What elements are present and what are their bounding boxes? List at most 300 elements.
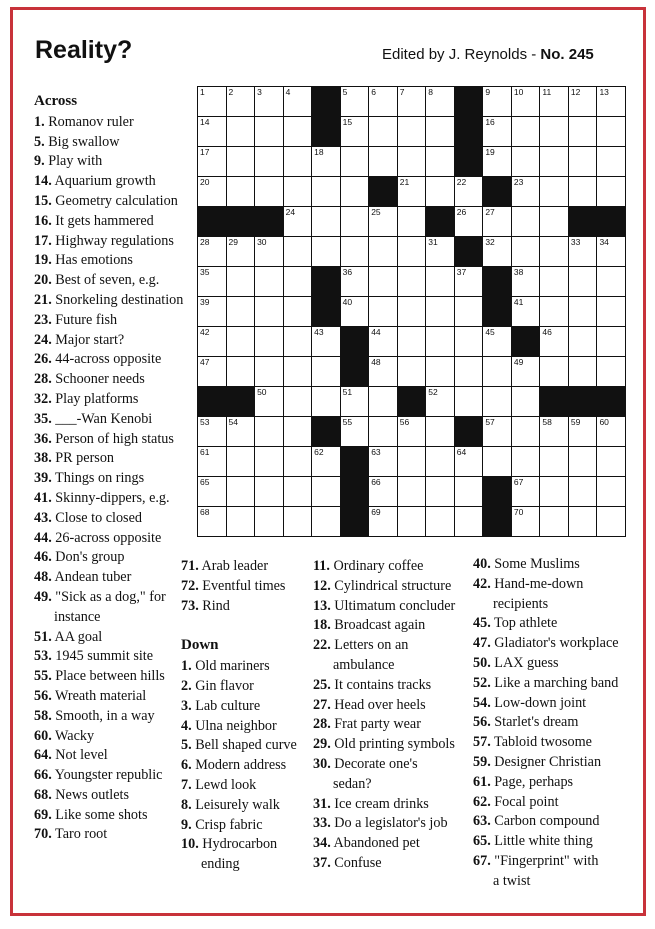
grid-cell[interactable] — [368, 476, 398, 507]
grid-cell[interactable] — [254, 446, 284, 477]
grid-cell[interactable] — [482, 446, 512, 477]
grid-cell[interactable] — [568, 356, 598, 387]
grid-cell[interactable] — [397, 146, 427, 177]
clue-item — [34, 825, 196, 845]
clue-item — [313, 715, 473, 735]
grid-cell[interactable] — [596, 506, 626, 537]
clue-number: 66. — [34, 767, 52, 784]
grid-cell[interactable] — [425, 356, 455, 387]
clue-number: 63. — [473, 813, 491, 830]
clue-number: 40. — [473, 556, 491, 572]
grid-cell[interactable] — [596, 146, 626, 177]
grid-cell[interactable] — [368, 86, 398, 117]
grid-cell[interactable] — [368, 116, 398, 147]
grid-cell[interactable] — [397, 326, 427, 357]
grid-cell[interactable] — [539, 86, 569, 117]
grid-cell[interactable] — [596, 326, 626, 357]
grid-cell[interactable] — [283, 506, 313, 537]
clue-number: 16. — [34, 212, 52, 229]
grid-cell[interactable] — [197, 476, 227, 507]
grid-cell[interactable] — [254, 506, 284, 537]
grid-cell[interactable] — [340, 386, 370, 417]
grid-cell[interactable] — [340, 116, 370, 147]
clue-number: 27. — [313, 696, 331, 713]
grid-cell[interactable] — [596, 116, 626, 147]
cell-number: 47 — [200, 357, 210, 367]
clue-text: Hydrocarbon — [198, 836, 278, 853]
clue-item — [181, 717, 307, 737]
grid-cell[interactable] — [254, 476, 284, 507]
grid-cell[interactable] — [511, 236, 541, 267]
grid-cell[interactable] — [539, 146, 569, 177]
grid-cell[interactable] — [425, 146, 455, 177]
grid-cell[interactable] — [568, 416, 598, 447]
grid-cell[interactable] — [397, 176, 427, 207]
grid-cell[interactable] — [226, 416, 256, 447]
grid-cell[interactable] — [539, 116, 569, 147]
grid-cell[interactable] — [397, 446, 427, 477]
grid-cell[interactable] — [425, 446, 455, 477]
clue-text: Focal point — [490, 793, 559, 810]
grid-cell[interactable] — [425, 86, 455, 117]
grid-cell[interactable] — [340, 146, 370, 177]
clue-text: Head over heels — [330, 696, 426, 713]
clue-number: 67. — [473, 852, 491, 869]
grid-cell[interactable] — [482, 386, 512, 417]
cell-number: 51 — [342, 387, 353, 397]
cell-number: 68 — [200, 507, 210, 517]
grid-cell[interactable] — [397, 266, 427, 297]
clue-number: 44. — [34, 529, 52, 546]
grid-cell[interactable] — [340, 266, 370, 297]
grid-cell[interactable] — [311, 326, 341, 357]
grid-cell[interactable] — [226, 116, 256, 147]
clue-text-continued: a twist — [493, 872, 531, 889]
grid-cell[interactable] — [311, 236, 341, 267]
grid-cell[interactable] — [568, 476, 598, 507]
grid-cell[interactable] — [568, 296, 598, 327]
grid-cell[interactable] — [511, 176, 541, 207]
grid-cell[interactable] — [482, 236, 512, 267]
grid-cell[interactable] — [454, 386, 484, 417]
grid-cell[interactable] — [254, 266, 284, 297]
grid-cell[interactable] — [511, 266, 541, 297]
grid-cell[interactable] — [511, 146, 541, 177]
grid-cell[interactable] — [596, 266, 626, 297]
grid-cell[interactable] — [254, 176, 284, 207]
cell-number: 33 — [570, 237, 581, 247]
clue-text: Not level — [51, 747, 108, 764]
grid-cell[interactable] — [226, 296, 256, 327]
clue-item — [313, 795, 473, 815]
grid-block — [425, 206, 455, 237]
grid-cell[interactable] — [539, 296, 569, 327]
grid-cell[interactable] — [568, 236, 598, 267]
grid-cell[interactable] — [397, 86, 427, 117]
clue-number: 53. — [34, 648, 52, 665]
grid-cell[interactable] — [539, 416, 569, 447]
grid-cell[interactable] — [482, 356, 512, 387]
grid-cell[interactable] — [283, 446, 313, 477]
grid-cell[interactable] — [226, 146, 256, 177]
grid-cell[interactable] — [425, 416, 455, 447]
cell-number: 41 — [513, 297, 524, 307]
clue-item — [313, 676, 473, 696]
grid-cell[interactable] — [368, 416, 398, 447]
grid-cell[interactable] — [283, 86, 313, 117]
grid-cell[interactable] — [254, 86, 284, 117]
grid-cell[interactable] — [539, 206, 569, 237]
grid-cell[interactable] — [368, 236, 398, 267]
down-clues-2 — [313, 557, 473, 874]
grid-cell[interactable] — [226, 356, 256, 387]
clue-number: 35. — [34, 410, 52, 427]
grid-cell[interactable] — [283, 206, 313, 237]
cell-number: 13 — [599, 87, 609, 97]
grid-cell[interactable] — [568, 176, 598, 207]
grid-cell[interactable] — [454, 176, 484, 207]
grid-cell[interactable] — [197, 116, 227, 147]
grid-cell[interactable] — [368, 146, 398, 177]
grid-cell[interactable] — [568, 116, 598, 147]
clue-item — [181, 736, 307, 756]
clue-text: Page, perhaps — [490, 773, 574, 790]
grid-cell[interactable] — [340, 296, 370, 327]
clue-text: Leisurely walk — [191, 796, 280, 813]
grid-block — [454, 116, 484, 147]
grid-cell[interactable] — [511, 356, 541, 387]
grid-cell[interactable] — [425, 236, 455, 267]
clue-number: 60. — [34, 727, 52, 744]
cell-number: 15 — [342, 117, 353, 127]
clue-text: Ordinary coffee — [329, 558, 424, 574]
grid-cell[interactable] — [568, 326, 598, 357]
grid-cell[interactable] — [425, 326, 455, 357]
grid-cell[interactable] — [539, 356, 569, 387]
grid-cell[interactable] — [368, 326, 398, 357]
grid-cell[interactable] — [425, 116, 455, 147]
grid-cell[interactable] — [539, 476, 569, 507]
grid-cell[interactable] — [311, 476, 341, 507]
clue-column-3 — [313, 557, 473, 874]
grid-cell[interactable] — [254, 386, 284, 417]
grid-block — [197, 206, 227, 237]
grid-cell[interactable] — [511, 416, 541, 447]
grid-cell[interactable] — [197, 326, 227, 357]
clue-item — [181, 677, 307, 697]
grid-cell[interactable] — [340, 416, 370, 447]
clue-item — [181, 557, 307, 577]
grid-cell[interactable] — [397, 506, 427, 537]
grid-cell[interactable] — [226, 266, 256, 297]
grid-cell[interactable] — [454, 266, 484, 297]
grid-cell[interactable] — [568, 146, 598, 177]
clue-item — [181, 697, 307, 717]
grid-cell[interactable] — [568, 266, 598, 297]
grid-cell[interactable] — [482, 86, 512, 117]
clue-number: 65. — [473, 833, 491, 850]
grid-cell[interactable] — [539, 236, 569, 267]
clue-text: Snorkeling destination — [51, 291, 184, 308]
cell-number: 57 — [485, 417, 495, 427]
across-clues-continued — [181, 557, 307, 616]
grid-cell[interactable] — [283, 116, 313, 147]
clue-number: 39. — [34, 470, 52, 487]
cell-number: 65 — [200, 477, 210, 487]
clue-number: 3. — [181, 697, 192, 714]
grid-cell[interactable] — [425, 386, 455, 417]
grid-cell[interactable] — [454, 446, 484, 477]
clue-item — [473, 654, 638, 674]
grid-cell[interactable] — [368, 356, 398, 387]
grid-cell[interactable] — [539, 176, 569, 207]
cell-number: 3 — [257, 87, 262, 97]
clue-text: Confuse — [330, 854, 382, 871]
clue-item — [181, 816, 307, 836]
grid-cell[interactable] — [425, 176, 455, 207]
clue-item — [34, 251, 196, 271]
clue-item — [34, 568, 196, 588]
clue-item — [34, 628, 196, 648]
grid-cell[interactable] — [397, 296, 427, 327]
clue-number: 5. — [34, 133, 45, 150]
clue-number: 28. — [313, 716, 331, 733]
grid-block — [482, 476, 512, 507]
clue-text: Some Muslims — [490, 556, 580, 572]
clue-text: Lab culture — [191, 697, 261, 714]
clue-item — [313, 735, 473, 755]
grid-cell[interactable] — [425, 476, 455, 507]
grid-cell[interactable] — [511, 206, 541, 237]
clue-text: 44-across opposite — [51, 351, 162, 368]
grid-cell[interactable] — [311, 146, 341, 177]
clue-text: Place between hills — [51, 668, 165, 685]
grid-cell[interactable] — [283, 236, 313, 267]
grid-cell[interactable] — [482, 326, 512, 357]
grid-block — [254, 206, 284, 237]
grid-cell[interactable] — [226, 176, 256, 207]
clue-item — [181, 657, 307, 677]
down-clues-1 — [181, 657, 307, 875]
grid-cell[interactable] — [596, 476, 626, 507]
clue-text: Top athlete — [490, 615, 558, 632]
grid-cell[interactable] — [368, 206, 398, 237]
grid-cell[interactable] — [311, 386, 341, 417]
grid-cell[interactable] — [368, 446, 398, 477]
grid-cell[interactable] — [454, 506, 484, 537]
clue-text: Romanov ruler — [44, 113, 134, 130]
grid-cell[interactable] — [254, 356, 284, 387]
grid-cell[interactable] — [283, 386, 313, 417]
grid-cell[interactable] — [454, 326, 484, 357]
cell-number: 62 — [314, 447, 324, 457]
cell-number: 17 — [200, 147, 210, 157]
clue-text: Rind — [198, 597, 230, 614]
clue-item — [34, 192, 196, 212]
clue-item — [34, 727, 196, 747]
grid-cell[interactable] — [454, 296, 484, 327]
grid-cell[interactable] — [482, 116, 512, 147]
grid-cell[interactable] — [397, 116, 427, 147]
grid-cell[interactable] — [283, 266, 313, 297]
grid-cell[interactable] — [283, 146, 313, 177]
grid-cell[interactable] — [397, 416, 427, 447]
clue-item — [34, 133, 196, 153]
grid-cell[interactable] — [397, 476, 427, 507]
clue-text: Ulna neighbor — [191, 717, 277, 734]
grid-cell[interactable] — [596, 236, 626, 267]
grid-cell[interactable] — [226, 326, 256, 357]
grid-cell[interactable] — [254, 116, 284, 147]
clue-text: Play platforms — [51, 390, 139, 407]
grid-cell[interactable] — [511, 476, 541, 507]
grid-cell[interactable] — [197, 356, 227, 387]
cell-number: 24 — [285, 207, 296, 217]
grid-cell[interactable] — [368, 296, 398, 327]
clue-number: 73. — [181, 597, 199, 614]
grid-cell[interactable] — [197, 176, 227, 207]
grid-cell[interactable] — [197, 416, 227, 447]
grid-cell[interactable] — [425, 296, 455, 327]
grid-cell[interactable] — [283, 416, 313, 447]
clue-text: Taro root — [51, 826, 108, 843]
grid-cell[interactable] — [197, 296, 227, 327]
grid-cell[interactable] — [482, 416, 512, 447]
clue-number: 56. — [473, 714, 491, 731]
grid-block — [340, 476, 370, 507]
clue-text: Aquarium growth — [51, 173, 156, 190]
cell-number: 11 — [542, 87, 552, 97]
grid-cell[interactable] — [397, 206, 427, 237]
grid-cell[interactable] — [197, 86, 227, 117]
across-heading: Across — [34, 93, 78, 109]
grid-cell[interactable] — [283, 176, 313, 207]
grid-cell[interactable] — [197, 506, 227, 537]
grid-cell[interactable] — [311, 506, 341, 537]
grid-cell[interactable] — [197, 146, 227, 177]
grid-cell[interactable] — [226, 86, 256, 117]
grid-cell[interactable] — [454, 476, 484, 507]
grid-cell[interactable] — [511, 446, 541, 477]
grid-cell[interactable] — [226, 506, 256, 537]
grid-cell[interactable] — [254, 296, 284, 327]
clue-text: Skinny-dippers, e.g. — [51, 489, 170, 506]
grid-cell[interactable] — [226, 446, 256, 477]
grid-cell[interactable] — [511, 506, 541, 537]
grid-cell[interactable] — [425, 266, 455, 297]
cell-number: 25 — [371, 207, 381, 217]
clue-text: Do a legislator's job — [330, 815, 448, 832]
grid-cell[interactable] — [596, 446, 626, 477]
grid-cell[interactable] — [511, 386, 541, 417]
grid-cell[interactable] — [340, 86, 370, 117]
grid-cell[interactable] — [596, 86, 626, 117]
clue-number: 23. — [34, 311, 52, 328]
grid-cell[interactable] — [539, 266, 569, 297]
grid-cell[interactable] — [596, 176, 626, 207]
cell-number: 70 — [513, 507, 524, 517]
grid-cell[interactable] — [283, 296, 313, 327]
cell-number: 12 — [570, 87, 581, 97]
clue-item — [34, 232, 196, 252]
grid-cell[interactable] — [340, 206, 370, 237]
grid-cell[interactable] — [368, 386, 398, 417]
clue-number: 4. — [181, 717, 192, 734]
clue-item — [34, 370, 196, 390]
clue-number: 13. — [313, 597, 331, 614]
grid-cell[interactable] — [254, 416, 284, 447]
grid-cell[interactable] — [254, 326, 284, 357]
grid-cell[interactable] — [425, 506, 455, 537]
grid-cell[interactable] — [226, 236, 256, 267]
clue-text: Smooth, in a way — [51, 707, 155, 724]
grid-cell[interactable] — [311, 356, 341, 387]
puzzle-title: Reality? — [35, 36, 133, 64]
grid-cell[interactable] — [197, 266, 227, 297]
grid-block — [482, 506, 512, 537]
grid-cell[interactable] — [311, 446, 341, 477]
grid-cell[interactable] — [397, 356, 427, 387]
clue-text: Things on rings — [51, 470, 145, 487]
grid-cell[interactable] — [197, 446, 227, 477]
grid-cell[interactable] — [539, 446, 569, 477]
grid-cell[interactable] — [511, 86, 541, 117]
grid-block — [197, 386, 227, 417]
grid-cell[interactable] — [511, 296, 541, 327]
grid-cell[interactable] — [568, 446, 598, 477]
cell-number: 14 — [200, 117, 210, 127]
grid-cell[interactable] — [454, 356, 484, 387]
grid-cell[interactable] — [482, 206, 512, 237]
crossword-grid — [197, 86, 625, 536]
cell-number: 42 — [200, 327, 210, 337]
grid-cell[interactable] — [283, 476, 313, 507]
grid-cell[interactable] — [311, 206, 341, 237]
grid-block — [340, 356, 370, 387]
grid-cell[interactable] — [596, 296, 626, 327]
grid-cell[interactable] — [454, 206, 484, 237]
grid-cell[interactable] — [340, 236, 370, 267]
grid-cell[interactable] — [568, 86, 598, 117]
clue-number: 1. — [181, 658, 192, 675]
grid-cell[interactable] — [397, 236, 427, 267]
cell-number: 61 — [200, 447, 210, 457]
grid-cell[interactable] — [254, 146, 284, 177]
grid-cell[interactable] — [283, 326, 313, 357]
grid-cell[interactable] — [197, 236, 227, 267]
grid-cell[interactable] — [283, 356, 313, 387]
grid-cell[interactable] — [340, 176, 370, 207]
clue-text: Like some shots — [51, 806, 148, 823]
grid-cell[interactable] — [368, 506, 398, 537]
grid-cell[interactable] — [539, 326, 569, 357]
clue-text: Like a marching band — [490, 674, 619, 691]
grid-cell[interactable] — [539, 506, 569, 537]
grid-cell[interactable] — [596, 356, 626, 387]
grid-cell[interactable] — [596, 416, 626, 447]
grid-cell[interactable] — [482, 146, 512, 177]
grid-cell[interactable] — [311, 176, 341, 207]
clue-number: 32. — [34, 390, 52, 407]
clue-item — [34, 113, 196, 133]
grid-cell[interactable] — [254, 236, 284, 267]
grid-cell[interactable] — [226, 476, 256, 507]
clue-number: 49. — [34, 588, 52, 605]
grid-cell[interactable] — [511, 116, 541, 147]
grid-cell[interactable] — [568, 506, 598, 537]
clue-number: 2. — [181, 677, 192, 694]
grid-cell[interactable] — [368, 266, 398, 297]
